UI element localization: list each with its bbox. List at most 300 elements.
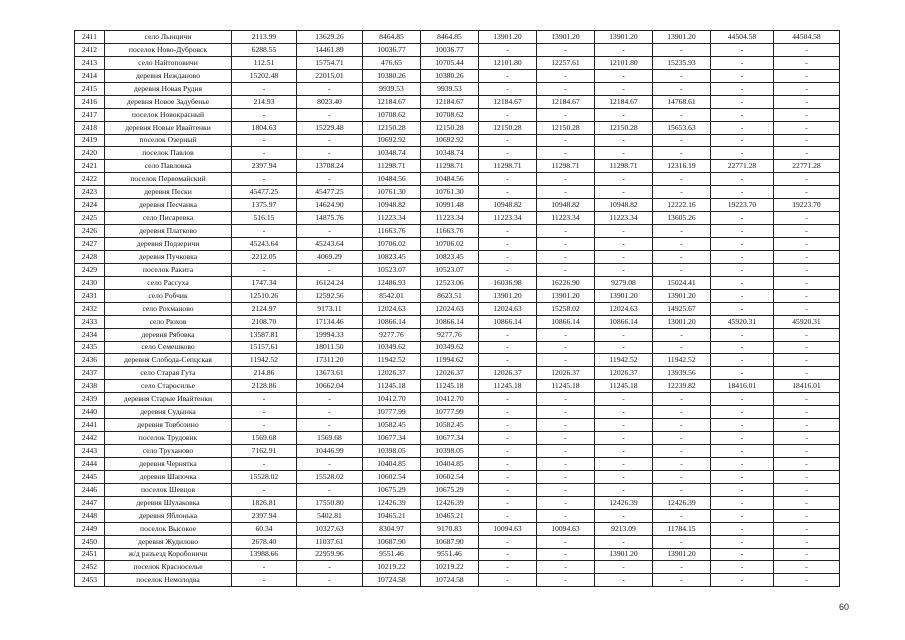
value-cell: 18416.01 — [711, 380, 774, 393]
value-cell: - — [711, 238, 774, 251]
value-cell: - — [774, 289, 840, 302]
value-cell: - — [232, 225, 297, 238]
value-cell: 1804.63 — [232, 121, 297, 134]
value-cell: 15258.02 — [537, 302, 595, 315]
value-cell: - — [232, 173, 297, 186]
value-cell: 15754.71 — [297, 56, 363, 69]
row-number-cell: 2450 — [75, 535, 105, 548]
row-number-cell: 2449 — [75, 522, 105, 535]
value-cell: 11784.15 — [653, 522, 711, 535]
settlement-name-cell: деревня Шапочка — [105, 470, 232, 483]
table-row — [75, 522, 840, 535]
value-cell: 13901.20 — [595, 31, 653, 44]
value-cell: 17311.20 — [297, 354, 363, 367]
value-cell: - — [711, 43, 774, 56]
value-cell: - — [774, 121, 840, 134]
settlement-name-cell: поселок Немолодва — [105, 574, 232, 587]
value-cell: 5402.81 — [297, 509, 363, 522]
value-cell: 12222.16 — [653, 199, 711, 212]
settlement-name-cell: село Старосилье — [105, 380, 232, 393]
value-cell: 10866.14 — [537, 315, 595, 328]
row-number-cell: 2443 — [75, 445, 105, 458]
value-cell: 1747.34 — [232, 276, 297, 289]
value-cell: - — [297, 561, 363, 574]
value-cell: - — [479, 561, 537, 574]
value-cell: 10823.45 — [363, 250, 421, 263]
value-cell: - — [232, 419, 297, 432]
value-cell: - — [774, 509, 840, 522]
value-cell: - — [595, 238, 653, 251]
value-cell: 9551.46 — [363, 548, 421, 561]
value-cell: 11942.52 — [232, 354, 297, 367]
value-cell: - — [774, 457, 840, 470]
value-cell: 13901.20 — [595, 548, 653, 561]
settlement-name-cell: деревня Слобода-Сепцская — [105, 354, 232, 367]
table-row — [75, 108, 840, 121]
value-cell: 15653.63 — [653, 121, 711, 134]
value-cell: - — [595, 147, 653, 160]
value-cell: 12239.82 — [653, 380, 711, 393]
settlement-name-cell: поселок Озерный — [105, 134, 232, 147]
value-cell: - — [774, 341, 840, 354]
settlement-name-cell: село Старая Гута — [105, 367, 232, 380]
value-cell: 11298.71 — [595, 160, 653, 173]
value-cell: - — [711, 250, 774, 263]
value-cell: - — [774, 406, 840, 419]
value-cell: - — [774, 238, 840, 251]
settlement-name-cell: поселок Павлов — [105, 147, 232, 160]
value-cell: - — [653, 238, 711, 251]
value-cell: - — [595, 82, 653, 95]
table-body — [75, 31, 840, 587]
value-cell: 14624.90 — [297, 199, 363, 212]
value-cell: - — [479, 43, 537, 56]
value-cell: 13629.26 — [297, 31, 363, 44]
settlement-name-cell: село Писаревка — [105, 212, 232, 225]
value-cell: - — [595, 134, 653, 147]
value-cell: 10582.45 — [421, 419, 479, 432]
value-cell: - — [537, 69, 595, 82]
value-cell: - — [653, 445, 711, 458]
value-cell: 15528.02 — [232, 470, 297, 483]
value-cell: 12426.39 — [653, 496, 711, 509]
value-cell: - — [653, 483, 711, 496]
value-cell: - — [774, 574, 840, 587]
value-cell: - — [297, 457, 363, 470]
value-cell: 13708.24 — [297, 160, 363, 173]
table-row — [75, 31, 840, 44]
value-cell: - — [595, 445, 653, 458]
value-cell: 12510.26 — [232, 289, 297, 302]
settlement-name-cell: деревня Яблонька — [105, 509, 232, 522]
row-number-cell: 2435 — [75, 341, 105, 354]
value-cell: - — [774, 134, 840, 147]
table-row — [75, 432, 840, 445]
value-cell: - — [774, 561, 840, 574]
value-cell: 10675.29 — [421, 483, 479, 496]
row-number-cell: 2413 — [75, 56, 105, 69]
value-cell: 16124.24 — [297, 276, 363, 289]
value-cell: 12184.67 — [595, 95, 653, 108]
value-cell: - — [479, 108, 537, 121]
value-cell: 12426.39 — [421, 496, 479, 509]
value-cell: 10602.54 — [363, 470, 421, 483]
value-cell: 7162.91 — [232, 445, 297, 458]
value-cell: - — [711, 470, 774, 483]
value-cell: 12026.37 — [421, 367, 479, 380]
value-cell: - — [711, 432, 774, 445]
value-cell: 10380.26 — [363, 69, 421, 82]
value-cell: - — [774, 483, 840, 496]
value-cell: - — [479, 186, 537, 199]
settlement-name-cell: деревня Подзеричи — [105, 238, 232, 251]
value-cell: 11245.18 — [595, 380, 653, 393]
value-cell: 2108.70 — [232, 315, 297, 328]
value-cell: 10219.22 — [421, 561, 479, 574]
row-number-cell: 2437 — [75, 367, 105, 380]
value-cell: 10412.70 — [421, 393, 479, 406]
table-row — [75, 160, 840, 173]
row-number-cell: 2453 — [75, 574, 105, 587]
value-cell: - — [653, 574, 711, 587]
settlement-name-cell: деревня Новая Рудня — [105, 82, 232, 95]
value-cell: - — [537, 483, 595, 496]
value-cell: 10866.14 — [479, 315, 537, 328]
value-cell: 13901.20 — [653, 289, 711, 302]
value-cell: - — [653, 393, 711, 406]
value-cell: 11942.52 — [595, 354, 653, 367]
value-cell: - — [537, 354, 595, 367]
value-cell: 12101.80 — [479, 56, 537, 69]
value-cell: - — [232, 263, 297, 276]
value-cell: 112.51 — [232, 56, 297, 69]
row-number-cell: 2433 — [75, 315, 105, 328]
settlement-name-cell: деревня Черняткa — [105, 457, 232, 470]
value-cell: - — [537, 393, 595, 406]
value-cell: 9551.46 — [421, 548, 479, 561]
value-cell: 22959.96 — [297, 548, 363, 561]
table-row — [75, 419, 840, 432]
value-cell: 10677.34 — [363, 432, 421, 445]
value-cell: - — [653, 509, 711, 522]
value-cell: - — [653, 328, 711, 341]
row-number-cell: 2411 — [75, 31, 105, 44]
value-cell: 11298.71 — [363, 160, 421, 173]
value-cell: 15528.02 — [297, 470, 363, 483]
settlement-name-cell: поселок Ракита — [105, 263, 232, 276]
value-cell: 9939.53 — [421, 82, 479, 95]
value-cell: - — [232, 457, 297, 470]
value-cell: 10036.77 — [421, 43, 479, 56]
value-cell: - — [479, 535, 537, 548]
value-cell: - — [774, 496, 840, 509]
value-cell: 10677.34 — [421, 432, 479, 445]
value-cell: 11942.52 — [363, 354, 421, 367]
table-row — [75, 250, 840, 263]
value-cell: - — [479, 147, 537, 160]
value-cell: 13001.20 — [653, 315, 711, 328]
table-row — [75, 548, 840, 561]
value-cell: 9279.08 — [595, 276, 653, 289]
row-number-cell: 2444 — [75, 457, 105, 470]
value-cell: 12024.63 — [595, 302, 653, 315]
value-cell: - — [297, 225, 363, 238]
value-cell: 8623.51 — [421, 289, 479, 302]
value-cell: - — [479, 406, 537, 419]
table-row — [75, 95, 840, 108]
value-cell: - — [653, 186, 711, 199]
value-cell: 22771.28 — [711, 160, 774, 173]
value-cell: 11223.34 — [537, 212, 595, 225]
value-cell: 12150.28 — [363, 121, 421, 134]
value-cell: 14461.89 — [297, 43, 363, 56]
value-cell: - — [653, 134, 711, 147]
value-cell: - — [232, 483, 297, 496]
settlement-name-cell: деревня Судынка — [105, 406, 232, 419]
value-cell: 10662.04 — [297, 380, 363, 393]
value-cell: - — [537, 173, 595, 186]
value-cell: - — [297, 419, 363, 432]
value-cell: - — [232, 561, 297, 574]
value-cell: 10687.90 — [421, 535, 479, 548]
value-cell: - — [711, 483, 774, 496]
value-cell: - — [297, 263, 363, 276]
value-cell: 9170.83 — [421, 522, 479, 535]
value-cell: - — [653, 432, 711, 445]
value-cell: 10706.02 — [421, 238, 479, 251]
value-cell: 12024.63 — [421, 302, 479, 315]
value-cell: 10348.74 — [421, 147, 479, 160]
value-cell: 12426.39 — [363, 496, 421, 509]
value-cell: 10404.85 — [421, 457, 479, 470]
settlement-name-cell: поселок Красноселье — [105, 561, 232, 574]
value-cell: 10866.14 — [363, 315, 421, 328]
value-cell: - — [711, 393, 774, 406]
value-cell: - — [774, 108, 840, 121]
value-cell: - — [232, 406, 297, 419]
value-cell: - — [537, 250, 595, 263]
value-cell: 10706.02 — [363, 238, 421, 251]
value-cell: - — [711, 535, 774, 548]
value-cell: 10094.63 — [479, 522, 537, 535]
value-cell: - — [232, 574, 297, 587]
value-cell: - — [774, 445, 840, 458]
value-cell: - — [479, 419, 537, 432]
value-cell: - — [711, 457, 774, 470]
value-cell: - — [595, 250, 653, 263]
value-cell: 11245.18 — [479, 380, 537, 393]
value-cell: - — [711, 548, 774, 561]
value-cell: - — [653, 419, 711, 432]
value-cell: 10523.07 — [363, 263, 421, 276]
value-cell: 12026.37 — [363, 367, 421, 380]
table-row — [75, 238, 840, 251]
value-cell: 214.86 — [232, 367, 297, 380]
row-number-cell: 2440 — [75, 406, 105, 419]
row-number-cell: 2430 — [75, 276, 105, 289]
value-cell: - — [232, 147, 297, 160]
value-cell: 10465.21 — [363, 509, 421, 522]
value-cell: - — [711, 328, 774, 341]
value-cell: - — [297, 393, 363, 406]
settlement-name-cell: поселок Трудовик — [105, 432, 232, 445]
value-cell: - — [711, 121, 774, 134]
value-cell: - — [537, 406, 595, 419]
value-cell: - — [774, 367, 840, 380]
row-number-cell: 2441 — [75, 419, 105, 432]
table-row — [75, 341, 840, 354]
table-row — [75, 43, 840, 56]
value-cell: - — [653, 406, 711, 419]
value-cell: 44504.58 — [774, 31, 840, 44]
value-cell: - — [653, 341, 711, 354]
row-number-cell: 2452 — [75, 561, 105, 574]
value-cell: - — [774, 95, 840, 108]
value-cell: 2128.86 — [232, 380, 297, 393]
value-cell: 10705.44 — [421, 56, 479, 69]
value-cell: - — [479, 328, 537, 341]
row-number-cell: 2428 — [75, 250, 105, 263]
value-cell: 12184.67 — [363, 95, 421, 108]
value-cell: 45243.64 — [297, 238, 363, 251]
value-cell: - — [297, 147, 363, 160]
settlement-name-cell: деревня Новое Задубенье — [105, 95, 232, 108]
row-number-cell: 2418 — [75, 121, 105, 134]
settlement-name-cell: деревня Платково — [105, 225, 232, 238]
value-cell: 9939.53 — [363, 82, 421, 95]
row-number-cell: 2415 — [75, 82, 105, 95]
value-cell: 8464.85 — [421, 31, 479, 44]
value-cell: - — [232, 82, 297, 95]
table-row — [75, 496, 840, 509]
row-number-cell: 2424 — [75, 199, 105, 212]
table-row — [75, 354, 840, 367]
value-cell: 1569.68 — [232, 432, 297, 445]
value-cell: 11223.34 — [421, 212, 479, 225]
settlement-name-cell: поселок Новокрасный — [105, 108, 232, 121]
value-cell: 11298.71 — [479, 160, 537, 173]
tariff-table — [74, 30, 840, 587]
table-row — [75, 328, 840, 341]
value-cell: - — [479, 470, 537, 483]
value-cell: - — [711, 108, 774, 121]
value-cell: 11994.62 — [421, 354, 479, 367]
value-cell: 11245.18 — [421, 380, 479, 393]
value-cell: - — [595, 457, 653, 470]
settlement-name-cell: деревня Пучковка — [105, 250, 232, 263]
value-cell: 9173.11 — [297, 302, 363, 315]
settlement-name-cell: поселок Первомайский — [105, 173, 232, 186]
value-cell: - — [653, 535, 711, 548]
value-cell: - — [774, 225, 840, 238]
value-cell: 9277.76 — [363, 328, 421, 341]
value-cell: - — [537, 225, 595, 238]
value-cell: 10398.05 — [421, 445, 479, 458]
value-cell: 12026.37 — [479, 367, 537, 380]
settlement-name-cell: деревня Старые Ивайтенки — [105, 393, 232, 406]
value-cell: - — [537, 108, 595, 121]
value-cell: 13673.61 — [297, 367, 363, 380]
value-cell: - — [537, 548, 595, 561]
table-row — [75, 302, 840, 315]
table-row — [75, 199, 840, 212]
value-cell: 12026.37 — [537, 367, 595, 380]
value-cell: 10465.21 — [421, 509, 479, 522]
table-row — [75, 483, 840, 496]
value-cell: 11223.34 — [479, 212, 537, 225]
value-cell: 15202.48 — [232, 69, 297, 82]
table-row — [75, 276, 840, 289]
value-cell: 10349.62 — [363, 341, 421, 354]
row-number-cell: 2431 — [75, 289, 105, 302]
value-cell: - — [774, 548, 840, 561]
value-cell: - — [711, 289, 774, 302]
value-cell: 2113.99 — [232, 31, 297, 44]
row-number-cell: 2439 — [75, 393, 105, 406]
value-cell: 12026.37 — [595, 367, 653, 380]
value-cell: - — [774, 432, 840, 445]
value-cell: 10692.92 — [421, 134, 479, 147]
value-cell: - — [774, 56, 840, 69]
value-cell: - — [711, 134, 774, 147]
value-cell: 10761.30 — [421, 186, 479, 199]
value-cell: - — [595, 108, 653, 121]
value-cell: - — [711, 95, 774, 108]
value-cell: - — [537, 561, 595, 574]
value-cell: - — [479, 432, 537, 445]
value-cell: 11245.18 — [363, 380, 421, 393]
value-cell: - — [774, 43, 840, 56]
value-cell: - — [537, 419, 595, 432]
value-cell: 13901.20 — [479, 31, 537, 44]
value-cell: 12426.39 — [595, 496, 653, 509]
settlement-name-cell: поселок Шевцов — [105, 483, 232, 496]
value-cell: - — [653, 69, 711, 82]
value-cell: 22771.28 — [774, 160, 840, 173]
value-cell: - — [595, 406, 653, 419]
value-cell: - — [653, 263, 711, 276]
value-cell: - — [479, 457, 537, 470]
value-cell: - — [479, 445, 537, 458]
value-cell: 10708.62 — [363, 108, 421, 121]
value-cell: - — [479, 393, 537, 406]
settlement-name-cell: село Рохманово — [105, 302, 232, 315]
value-cell: 10866.14 — [421, 315, 479, 328]
value-cell: 10349.62 — [421, 341, 479, 354]
value-cell: 10219.22 — [363, 561, 421, 574]
value-cell: - — [595, 43, 653, 56]
value-cell: - — [479, 69, 537, 82]
value-cell: - — [537, 43, 595, 56]
value-cell: 10724.58 — [421, 574, 479, 587]
value-cell: 8304.97 — [363, 522, 421, 535]
value-cell: - — [479, 238, 537, 251]
value-cell: 13901.20 — [653, 31, 711, 44]
table-row — [75, 315, 840, 328]
value-cell: - — [711, 419, 774, 432]
value-cell: - — [711, 69, 774, 82]
value-cell: - — [537, 186, 595, 199]
settlement-name-cell: село Семешково — [105, 341, 232, 354]
value-cell: 45477.25 — [232, 186, 297, 199]
table-row — [75, 212, 840, 225]
value-cell: - — [774, 522, 840, 535]
value-cell: - — [537, 341, 595, 354]
settlement-name-cell: деревня Товбозино — [105, 419, 232, 432]
settlement-name-cell: село Труханово — [105, 445, 232, 458]
value-cell: 17550.80 — [297, 496, 363, 509]
value-cell: 19223.70 — [711, 199, 774, 212]
